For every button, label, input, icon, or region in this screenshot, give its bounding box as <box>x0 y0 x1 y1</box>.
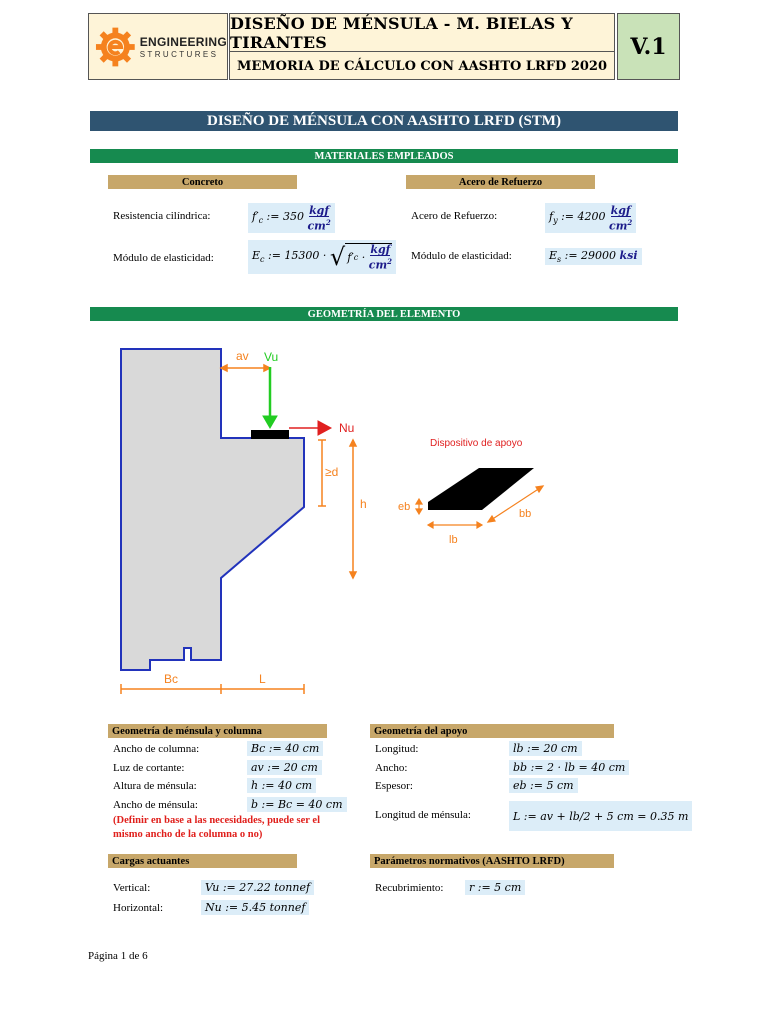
eb-label: eb <box>398 501 411 513</box>
vu-label: Vu <box>264 350 279 364</box>
corbel-diagram <box>0 330 768 700</box>
logo-subtitle: STRUCTURES <box>139 49 219 59</box>
concrete-section <box>121 349 304 670</box>
bb-equation: bb := 2 · lb = 40 cm <box>509 760 629 775</box>
l-label: L <box>259 672 266 686</box>
r-row-label: Recubrimiento: <box>375 882 444 894</box>
geometry-section-bar: GEOMETRÍA DEL ELEMENTO <box>90 307 678 321</box>
av-dimension <box>221 365 270 371</box>
l-equation: L := av + lb/2 + 5 cm = 0.35 m <box>509 801 692 831</box>
company-logo <box>88 13 228 80</box>
version-badge: V.1 <box>617 13 680 80</box>
lb-row-label: Longitud: <box>375 743 419 755</box>
h-row-label: Altura de ménsula: <box>113 780 197 792</box>
bb-row-label: Ancho: <box>375 762 408 774</box>
bearing-plate <box>251 430 289 439</box>
vu-arrow <box>263 367 277 428</box>
eb-equation: eb := 5 cm <box>509 778 578 793</box>
eb-row-label: Espesor: <box>375 780 413 792</box>
geom-apoyo-heading: Geometría del apoyo <box>370 724 614 738</box>
eb-dimension <box>416 499 422 514</box>
h-label: h <box>360 497 367 511</box>
h-dimension <box>350 440 356 578</box>
l-row-label: Longitud de ménsula: <box>375 809 471 821</box>
page-number: Página 1 de 6 <box>88 950 148 962</box>
concrete-heading: Concreto <box>108 175 297 189</box>
bearing-device <box>428 468 534 510</box>
device-title: Dispositivo de apoyo <box>430 438 523 449</box>
av-equation: av := 20 cm <box>247 760 322 775</box>
nu-arrow <box>289 421 331 435</box>
ec-equation: $E_c$ := 15300 · √ f′ c · kgf $cm^2$ <box>248 240 396 274</box>
fy-label: Acero de Refuerzo: <box>411 210 498 222</box>
fc-equation: $f'_c$ := 350 kgf $cm^2$ <box>248 203 335 233</box>
es-label: Módulo de elasticidad: <box>411 250 512 262</box>
bc-equation: Bc := 40 cm <box>247 741 323 756</box>
logo-title: ENGINEERING <box>139 34 227 49</box>
bb-label: bb <box>519 508 532 520</box>
nu-label: Nu <box>339 421 355 435</box>
gear-icon <box>95 26 136 68</box>
lb-equation: lb := 20 cm <box>509 741 582 756</box>
r-equation: r := 5 cm <box>465 880 525 895</box>
av-row-label: Luz de cortante: <box>113 762 185 774</box>
document-title-box <box>229 13 615 80</box>
document-title: DISEÑO DE MÉNSULA - M. BIELAS Y TIRANTES <box>230 14 614 52</box>
bc-label: Bc <box>164 672 179 686</box>
ec-label: Módulo de elasticidad: <box>113 252 214 264</box>
main-title: DISEÑO DE MÉNSULA CON AASHTO LRFD (STM) <box>90 111 678 131</box>
geom-ménsula-heading: Geometría de ménsula y columna <box>108 724 327 738</box>
width-note: (Definir en base a las necesidades, puede ser el mismo ancho de la columna o no) <box>113 815 320 840</box>
vu-equation: Vu := 27.22 tonnef <box>201 880 314 895</box>
bc-row-label: Ancho de columna: <box>113 743 200 755</box>
document-subtitle: MEMORIA DE CÁLCULO CON AASHTO LRFD 2020 <box>236 58 608 74</box>
h-equation: h := 40 cm <box>247 778 316 793</box>
materials-section-bar: MATERIALES EMPLEADOS <box>90 149 678 163</box>
b-row-label: Ancho de ménsula: <box>113 799 198 811</box>
fc-label: Resistencia cilíndrica: <box>113 210 211 222</box>
lb-dimension <box>428 522 482 528</box>
cargas-heading: Cargas actuantes <box>108 854 297 868</box>
steel-heading: Acero de Refuerzo <box>406 175 595 189</box>
nu-row-label: Horizontal: <box>113 902 164 914</box>
fy-equation: $f_y$ := 4200 kgf $cm^2$ <box>545 203 636 233</box>
av-label: av <box>236 349 249 363</box>
lb-label: lb <box>449 534 458 546</box>
bc-l-dimension <box>121 684 304 694</box>
vu-row-label: Vertical: <box>113 882 151 894</box>
d-label: ≥d <box>325 465 339 479</box>
b-equation: b := Bc = 40 cm <box>247 797 347 812</box>
nu-equation: Nu := 5.45 tonnef <box>201 900 309 915</box>
es-equation: $E_s$ := 29000 ksi <box>545 248 642 265</box>
normativos-heading: Parámetros normativos (AASHTO LRFD) <box>370 854 614 868</box>
